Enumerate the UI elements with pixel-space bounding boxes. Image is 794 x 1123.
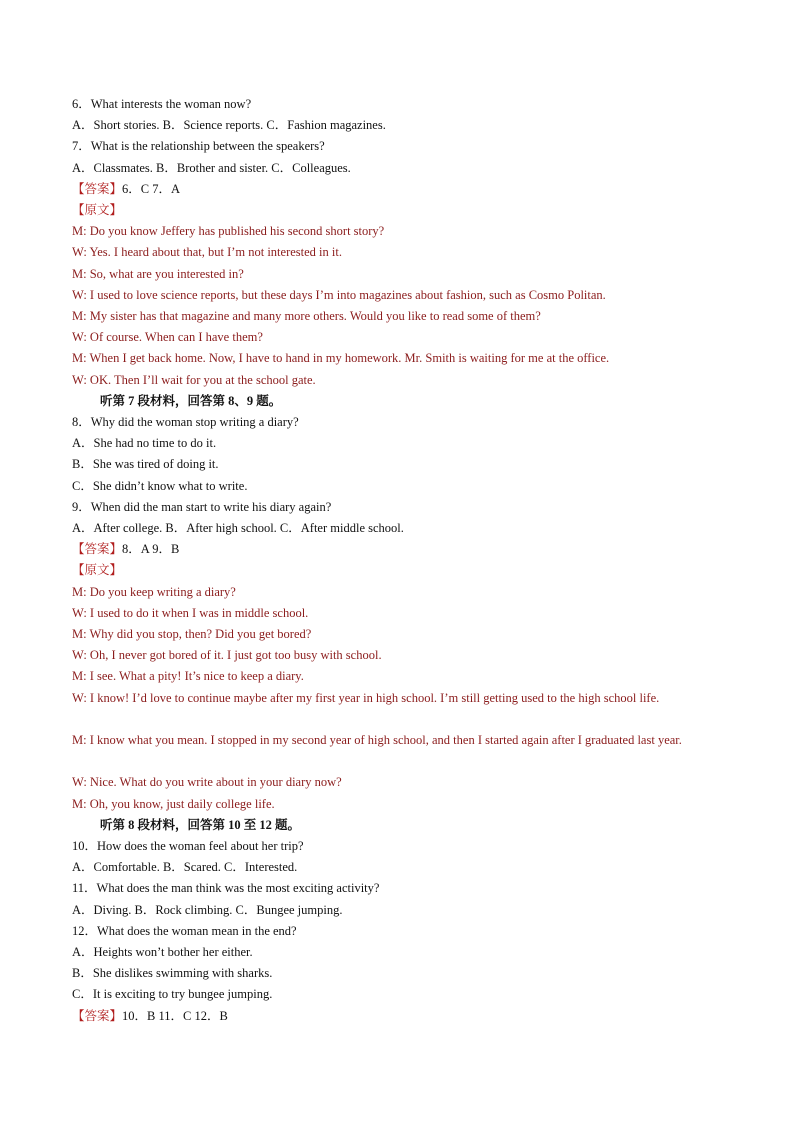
option-line: A．Short stories. B．Science reports. C．Fashion magazines. (72, 118, 386, 133)
line-text: 10．B 11．C 12．B (122, 1008, 228, 1023)
option-line: B．She dislikes swimming with sharks. (72, 966, 273, 981)
option-line: A．She had no time to do it. (72, 436, 217, 451)
option-line: A．Heights won’t bother her either. (72, 945, 253, 959)
dialog-line: M: Do you keep writing a diary? (72, 584, 236, 599)
dialog-line: M: So, what are you interested in? (72, 266, 244, 281)
option-line: B．She was tired of doing it. (72, 457, 219, 472)
answer-label: 【原文】 (72, 203, 123, 217)
answer-line (72, 179, 724, 200)
dialog-line: W: OK. Then I’ll wait for you at the school gate. (72, 372, 316, 387)
dialog2-line: W: I know! I’d love to continue maybe after my first year in high school. I’m still getting used to the high school life. (72, 690, 660, 705)
answer-label: 【答案】 (72, 1008, 123, 1023)
dialog-line: W: Oh, I never got bored of it. I just got too busy with school. (72, 648, 382, 663)
dialog-line: M: Oh, you know, just daily college life. (72, 796, 275, 811)
question-line: 10．How does the woman feel about her trip? (72, 839, 304, 853)
question-line: 9．When did the man start to write his diary again? (72, 499, 332, 514)
dialog-line: M: Do you know Jeffery has published his second short story? (72, 224, 385, 239)
option-line: C．It is exciting to try bungee jumping. (72, 987, 273, 1002)
section-line: 听第 8 段材料，回答第 10 至 12 题。 (100, 817, 301, 832)
question-line: 12．What does the woman mean in the end? (72, 923, 297, 938)
answer-label: 【答案】 (72, 542, 123, 557)
label-line (72, 200, 724, 221)
answer-label: 【原文】 (72, 563, 123, 578)
option-line: A．After college. B．After high school. C．After middle school. (72, 521, 404, 535)
dialog2-line: M: I know what you mean. I stopped in my second year of high school, and then I started again after I graduated last year. (72, 733, 682, 747)
question-line: 11．What does the man think was the most exciting activity? (72, 881, 380, 896)
line-text: 6．C 7．A (122, 181, 181, 196)
option-line: A．Diving. B．Rock climbing. C．Bungee jumping. (72, 902, 343, 917)
dialog-line: M: I see. What a pity! It’s nice to keep a diary. (72, 669, 304, 684)
dialog-line: W: Nice. What do you write about in your diary now? (72, 775, 342, 790)
dialog-line: W: I used to love science reports, but these days I’m into magazines about fashion, such as Cosmo Politan. (72, 287, 606, 302)
answer-line (72, 539, 724, 560)
label-line (72, 560, 724, 581)
dialog-line: M: When I get back home. Now, I have to hand in my homework. Mr. Smith is waiting for me at the office. (72, 351, 610, 366)
option-line: A．Classmates. B．Brother and sister. C．Colleagues. (72, 160, 351, 175)
option-line: C．She didn’t know what to write. (72, 478, 248, 493)
section-line: 听第 7 段材料，回答第 8、9 题。 (100, 393, 282, 408)
question-line: 8．Why did the woman stop writing a diary? (72, 415, 299, 429)
answer-line (72, 1006, 724, 1027)
question-line: 6．What interests the woman now? (72, 97, 252, 111)
question-line: 7．What is the relationship between the speakers? (72, 139, 325, 154)
dialog-line: M: My sister has that magazine and many more others. Would you like to read some of them? (72, 309, 541, 323)
dialog-line: W: Of course. When can I have them? (72, 330, 263, 345)
dialog-line: M: Why did you stop, then? Did you get bored? (72, 627, 312, 641)
line-text: 8．A 9．B (122, 542, 180, 557)
option-line: A．Comfortable. B．Scared. C．Interested. (72, 860, 298, 875)
dialog-line: W: I used to do it when I was in middle school. (72, 605, 309, 620)
answer-label: 【答案】 (72, 181, 123, 196)
dialog-line: W: Yes. I heard about that, but I’m not interested in it. (72, 245, 342, 260)
